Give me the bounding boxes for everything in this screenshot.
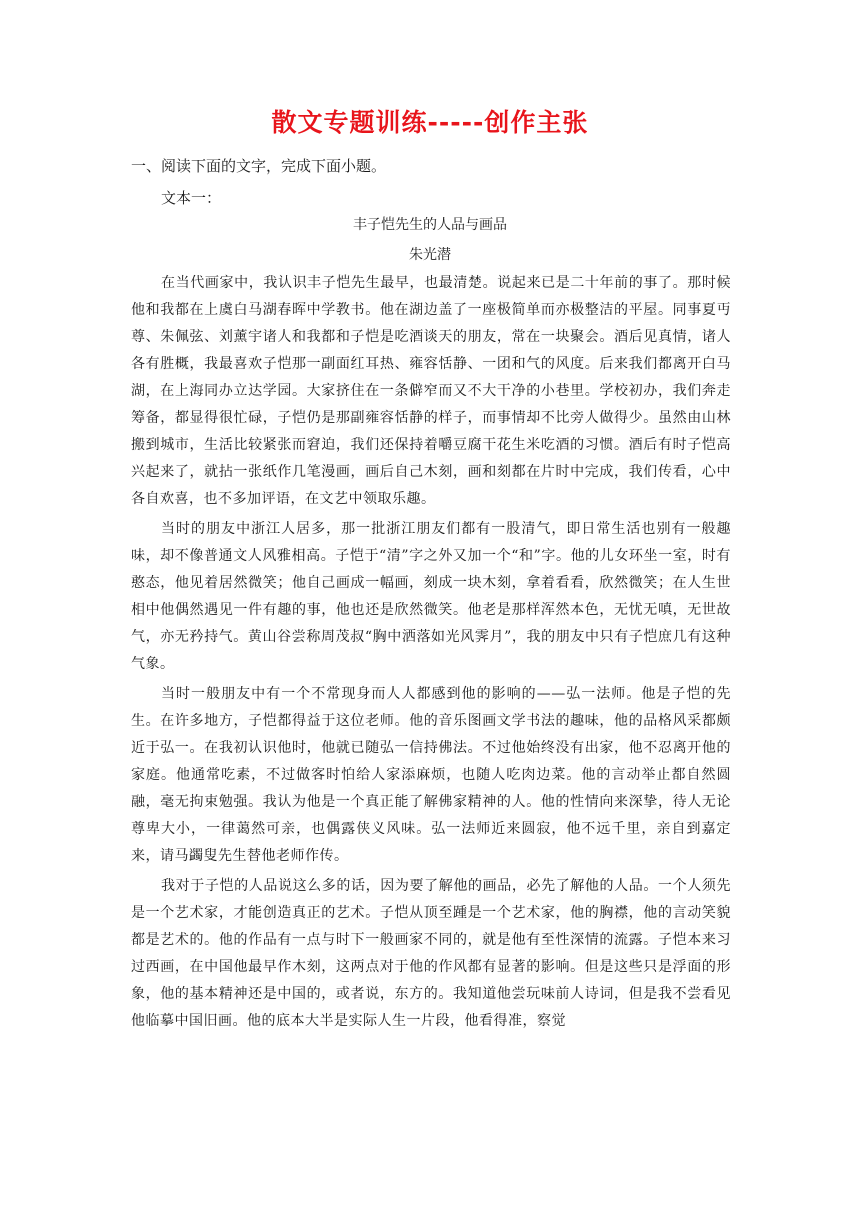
document-title: 散文专题训练-----创作主张 [271,108,589,137]
paragraph: 当时的朋友中浙江人居多，那一批浙江朋友们都有一股清气，即日常生活也别有一般趣味，却不像普通文人风雅相高。子恺于“清”字之外又加一个“和”字。他的儿女环坐一室，时有憨态，他见着居然微笑；他自己画成一幅画，刻成一块木刻，拿着看看，欣然微笑；在人生世相中他偶然遇见一件有趣的事，他也还是欣然微笑。他老是那样浑然本色，无忧无嗔，无世故气，亦无矜持气。黄山谷尝称周茂叔“胸中洒落如光风霁月”，我的朋友中只有子恺庶几有这种气象。 [131,521,731,672]
question-prompt: 一、阅读下面的文字，完成下面小题。 [131,157,387,175]
paragraph: 在当代画家中，我认识丰子恺先生最早，也最清楚。说起来已是二十年前的事了。那时候他和我都在上虞白马湖春晖中学教书。他在湖边盖了一座极简单而亦极整洁的平屋。同事夏丏尊、朱佩弦、刘薰宇诸人和我都和子恺是吃酒谈天的朋友，常在一块聚会。酒后见真情，诸人各有胜概，我最喜欢子恺那一副面红耳热、雍容恬静、一团和气的风度。后来我们都离开白马湖，在上海同办立达学园。大家挤住在一条僻窄而又不大干净的小巷里。学校初办，我们奔走筹备，都显得很忙碌，子恺仍是那副雍容恬静的样子，而事情却不比旁人做得少。虽然由山林搬到城市，生活比较紧张而窘迫，我们还保持着嚼豆腐干花生米吃酒的习惯。酒后有时子恺高兴起来了，就拈一张纸作几笔漫画，画后自己木刻，画和刻都在片时中完成，我们传看，心中各自欢喜，也不多加评语，在文艺中领取乐趣。 [131,275,731,507]
article-author: 朱光潜 [409,247,451,263]
paragraph: 我对于子恺的人品说这么多的话，因为要了解他的画品，必先了解他的人品。一个人须先是一个艺术家，才能创造真正的艺术。子恺从顶至踵是一个艺术家，他的胸襟，他的言动笑貌都是艺术的。他的作品有一点与时下一般画家不同的，就是他有至性深情的流露。子恺本来习过西画，在中国他最早作木刻，这两点对于他的作风都有显著的影响。但是这些只是浮面的形象，他的基本精神还是中国的，或者说，东方的。我知道他尝玩味前人诗词，但是我不尝看见他临摹中国旧画。他的底本大半是实际人生一片段，他看得准，察觉 [131,878,731,1029]
paragraph: 当时一般朋友中有一个不常现身而人人都感到他的影响的——弘一法师。他是子恺的先生。在许多地方，子恺都得益于这位老师。他的音乐图画文学书法的趣味，他的品格风采都颇近于弘一。在我初认识他时，他就已随弘一信持佛法。不过他始终没有出家，他不忍离开他的家庭。他通常吃素，不过做客时怕给人家添麻烦，也随人吃肉边菜。他的言动举止都自然圆融，毫无拘束勉强。我认为他是一个真正能了解佛家精神的人。他的性情向来深挚，待人无论尊卑大小，一律蔼然可亲，也偶露侠义风味。弘一法师近来圆寂，他不远千里，亲自到嘉定来，请马蠲叟先生替他老师作传。 [131,686,731,864]
article-body [131,270,731,1035]
article-title: 丰子恺先生的人品与画品 [353,217,507,233]
text-label: 文本一： [161,189,222,207]
